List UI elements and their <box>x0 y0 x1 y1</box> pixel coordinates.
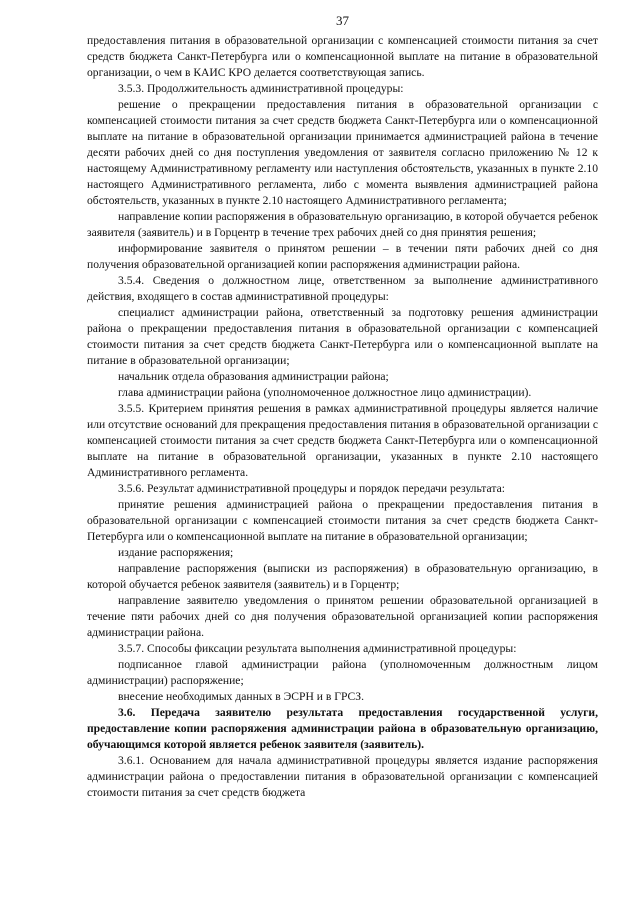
body-paragraph: глава администрации района (уполномоченное должностное лицо администрации). <box>118 386 532 399</box>
body-paragraph: принятие решения администрацией района о прекращении предоставления питания в образовательной организации с компенсацией стоимости питания за счет средств бюджета Санкт-Петербурга или о компенсационной выплате на питание в образовательной организации; <box>87 498 598 543</box>
document-body <box>87 33 598 801</box>
section-heading-paragraph: 3.6. Передача заявителю результата предоставления государственной услуги, предоставление копии распоряжения администрации района в образовательную организацию, обучающимся которой является ребенок заявителя (заявитель). <box>87 706 598 751</box>
body-paragraph: издание распоряжения; <box>118 546 234 559</box>
body-paragraph: 3.5.6. Результат административной процедуры и порядок передачи результата: <box>118 482 505 495</box>
body-paragraph: 3.5.3. Продолжительность административной процедуры: <box>118 82 404 95</box>
page-number: 37 <box>336 13 349 28</box>
body-paragraph: подписанное главой администрации района (уполномоченным должностным лицом администрации) распоряжение; <box>87 658 598 687</box>
body-paragraph: решение о прекращении предоставления питания в образовательной организации с компенсацией стоимости питания за счет средств бюджета Санкт-Петербурга или о компенсационной выплате на питание в образовательной организации принимается администрацией района в течение десяти рабочих дней со дня поступления уведомления от заявителя согласно приложению № 12 к настоящему Административному регламенту или наступления обстоятельств, указанных в пункте 2.10 настоящего Административного регламента, либо с момента выявления администрацией района обстоятельств, указанных в пункте 2.10 настоящего Административного регламента; <box>87 98 598 207</box>
body-paragraph: информирование заявителя о принятом решении – в течении пяти рабочих дней со дня получения образовательной организацией копии распоряжения администрации района. <box>87 242 598 271</box>
body-paragraph: направление распоряжения (выписки из распоряжения) в образовательную организацию, в которой обучается ребенок заявителя (заявитель) и в Горцентр; <box>87 562 598 591</box>
body-paragraph: специалист администрации района, ответственный за подготовку решения администрации района о прекращении предоставления питания в образовательной организации с компенсацией стоимости питания за счет средств бюджета Санкт-Петербурга или о компенсационной выплате на питание в образовательной организации; <box>87 306 598 367</box>
body-paragraph: начальник отдела образования администрации района; <box>118 370 389 383</box>
body-paragraph: 3.5.4. Сведения о должностном лице, ответственном за выполнение административного действия, входящего в состав административной процедуры: <box>87 274 598 303</box>
body-paragraph: направление заявителю уведомления о принятом решении образовательной организацией в течение пяти рабочих дней со дня получения образовательной организацией копии распоряжения администрации района. <box>87 594 598 639</box>
body-paragraph: 3.6.1. Основанием для начала административной процедуры является издание распоряжения администрации района о предоставлении питания в образовательной организации с компенсацией стоимости питания за счет средств бюджета <box>87 754 598 799</box>
body-paragraph: 3.5.7. Способы фиксации результата выполнения административной процедуры: <box>118 642 517 655</box>
body-paragraph: внесение необходимых данных в ЭСРН и в ГРСЗ. <box>118 690 364 703</box>
body-paragraph: 3.5.5. Критерием принятия решения в рамках административной процедуры является наличие или отсутствие оснований для прекращения предоставления питания в образовательной организации с компенсацией стоимости питания за счет средств бюджета Санкт-Петербурга или о компенсационной выплате на питание в образовательной организации, указанных в пункте 2.10 настоящего Административного регламента. <box>87 402 598 479</box>
body-paragraph: направление копии распоряжения в образовательную организацию, в которой обучается ребенок заявителя (заявитель) и в Горцентр в течение трех рабочих дней со дня принятия решения; <box>87 210 598 239</box>
body-paragraph: предоставления питания в образовательной организации с компенсацией стоимости питания за счет средств бюджета Санкт-Петербурга или о компенсационной выплате на питание в образовательной организации, о чем в КАИС КРО делается соответствующая запись. <box>87 34 598 79</box>
